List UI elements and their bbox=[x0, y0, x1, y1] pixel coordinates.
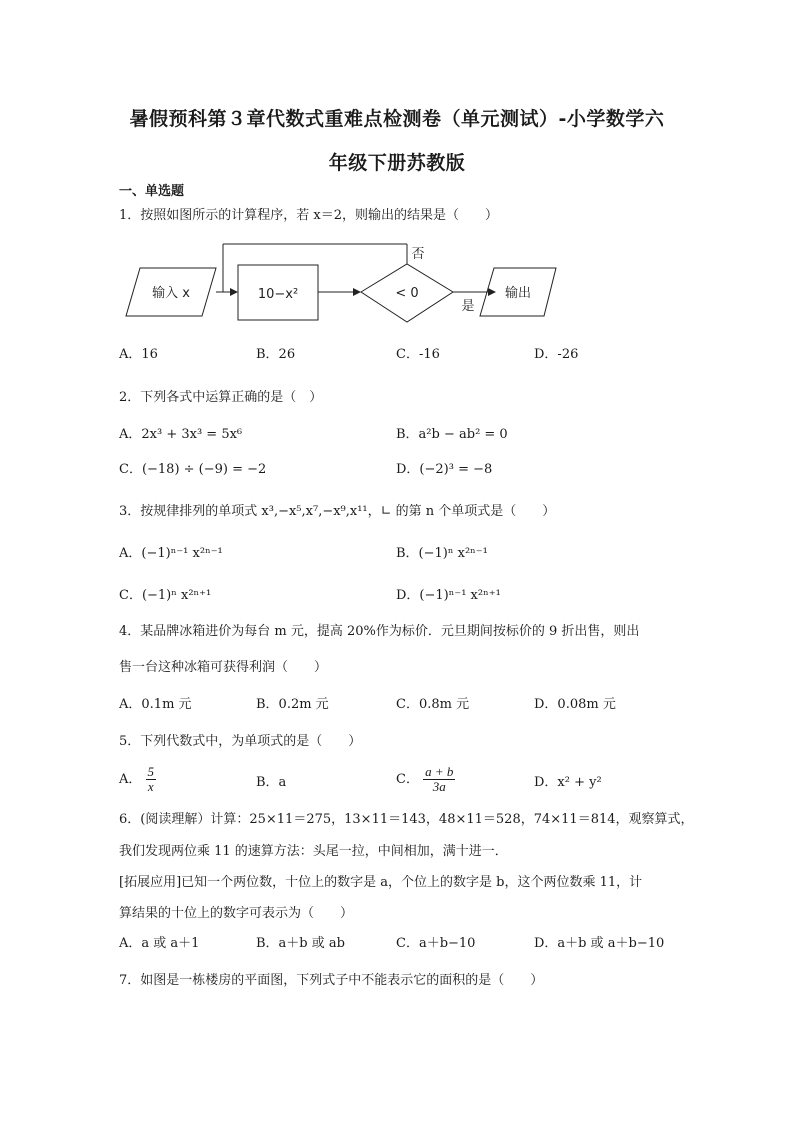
question-5-option-a-label: A． bbox=[119, 772, 142, 787]
question-4-option-c: C．0.8m 元 bbox=[396, 697, 470, 712]
question-5-stem: 5．下列代数式中，为单项式的是（ ） bbox=[119, 734, 362, 749]
question-1-option-d: D．-26 bbox=[534, 347, 579, 362]
flowchart-output-label: 输出 bbox=[504, 286, 532, 301]
question-4-stem-line-2: 售一台这种冰箱可获得利润（ ） bbox=[119, 660, 328, 675]
question-7-stem: 7．如图是一栋楼房的平面图，下列式子中不能表示它的面积的是（ ） bbox=[119, 973, 544, 988]
flowchart-input-label: 输入 x bbox=[152, 286, 190, 301]
question-1-option-a: A．16 bbox=[119, 347, 158, 362]
question-3-option-b: B．(−1)ⁿ x²ⁿ⁻¹ bbox=[396, 546, 488, 561]
fraction-denominator: 3a bbox=[432, 779, 446, 794]
question-6-stem-line-1: 6．(阅读理解）计算：25×11＝275，13×11＝143，48×11＝528，74×11＝814，观察算式， bbox=[119, 812, 694, 827]
question-6-option-b: B．a＋b 或 ab bbox=[256, 936, 345, 951]
page-title-line-1: 暑假预科第３章代数式重难点检测卷（单元测试）-小学数学六 bbox=[129, 108, 665, 130]
question-2-option-b: B．a²b − ab² = 0 bbox=[396, 427, 508, 442]
question-5-option-c bbox=[396, 765, 455, 794]
flowchart-yes-label: 是 bbox=[461, 299, 475, 314]
flowchart-no-label: 否 bbox=[411, 247, 425, 262]
question-5-option-a bbox=[119, 765, 156, 794]
question-2-stem: 2．下列各式中运算正确的是（ ） bbox=[119, 390, 323, 405]
question-3-option-d: D．(−1)ⁿ⁻¹ x²ⁿ⁺¹ bbox=[396, 588, 501, 603]
question-3-stem: 3．按规律排列的单项式 x³,−x⁵,x⁷,−x⁹,x¹¹，∟ 的第 n 个单项式是（ ） bbox=[119, 504, 556, 519]
fraction-numerator: a + b bbox=[425, 764, 454, 779]
fraction-denominator: x bbox=[147, 779, 154, 794]
question-2-option-d: D．(−2)³ = −8 bbox=[396, 462, 493, 477]
question-1-option-b: B．26 bbox=[256, 347, 296, 362]
arrow-head-1 bbox=[230, 288, 238, 296]
question-5-option-c-label: C． bbox=[396, 772, 419, 787]
question-1-stem: 1．按照如图所示的计算程序，若 x＝2，则输出的结果是（ ） bbox=[119, 208, 499, 223]
question-6-stem-line-4: 算结果的十位上的数字可表示为（ ） bbox=[119, 906, 354, 921]
question-4-option-a: A．0.1m 元 bbox=[119, 697, 192, 712]
question-6-stem-line-3: [拓展应用]已知一个两位数，十位上的数字是 a，个位上的数字是 b，这个两位数乘 11，计 bbox=[119, 875, 643, 890]
question-5-option-d: D．x² + y² bbox=[534, 775, 602, 790]
question-5-option-b: B．a bbox=[256, 775, 287, 790]
question-4-stem-line-1: 4．某品牌冰箱进价为每台 m 元，提高 20%作为标价．元旦期间按标价的 9 折出售，则出 bbox=[119, 624, 640, 639]
question-5-option-a-fraction bbox=[146, 765, 157, 794]
question-2-option-c: C．(−18) ÷ (−9) = −2 bbox=[119, 462, 267, 477]
flowchart-decision-label: < 0 bbox=[395, 286, 419, 301]
flowchart-process-label: 10−x² bbox=[257, 287, 299, 302]
question-1-option-c: C．-16 bbox=[396, 347, 440, 362]
arrow-head-2 bbox=[353, 288, 361, 296]
question-2-option-a: A．2x³ + 3x³ = 5x⁶ bbox=[119, 427, 243, 442]
question-6-option-d: D．a＋b 或 a＋b−10 bbox=[534, 936, 665, 951]
arrow-head-3 bbox=[488, 288, 496, 296]
question-4-option-d: D．0.08m 元 bbox=[534, 697, 616, 712]
question-6-stem-line-2: 我们发现两位乘 11 的速算方法：头尾一拉，中间相加，满十进一． bbox=[119, 844, 508, 859]
fraction-numerator: 5 bbox=[147, 764, 155, 779]
question-3-option-c: C．(−1)ⁿ x²ⁿ⁺¹ bbox=[119, 588, 212, 603]
question-6-option-c: C．a＋b−10 bbox=[396, 936, 476, 951]
section-heading: 一、单选题 bbox=[119, 184, 185, 199]
page-title-line-2: 年级下册苏教版 bbox=[328, 152, 466, 174]
question-4-option-b: B．0.2m 元 bbox=[256, 697, 329, 712]
question-5-option-c-fraction bbox=[423, 765, 455, 794]
question-1-flowchart bbox=[118, 240, 558, 332]
question-6-option-a: A．a 或 a＋1 bbox=[119, 936, 200, 951]
question-3-option-a: A．(−1)ⁿ⁻¹ x²ⁿ⁻¹ bbox=[119, 546, 223, 561]
